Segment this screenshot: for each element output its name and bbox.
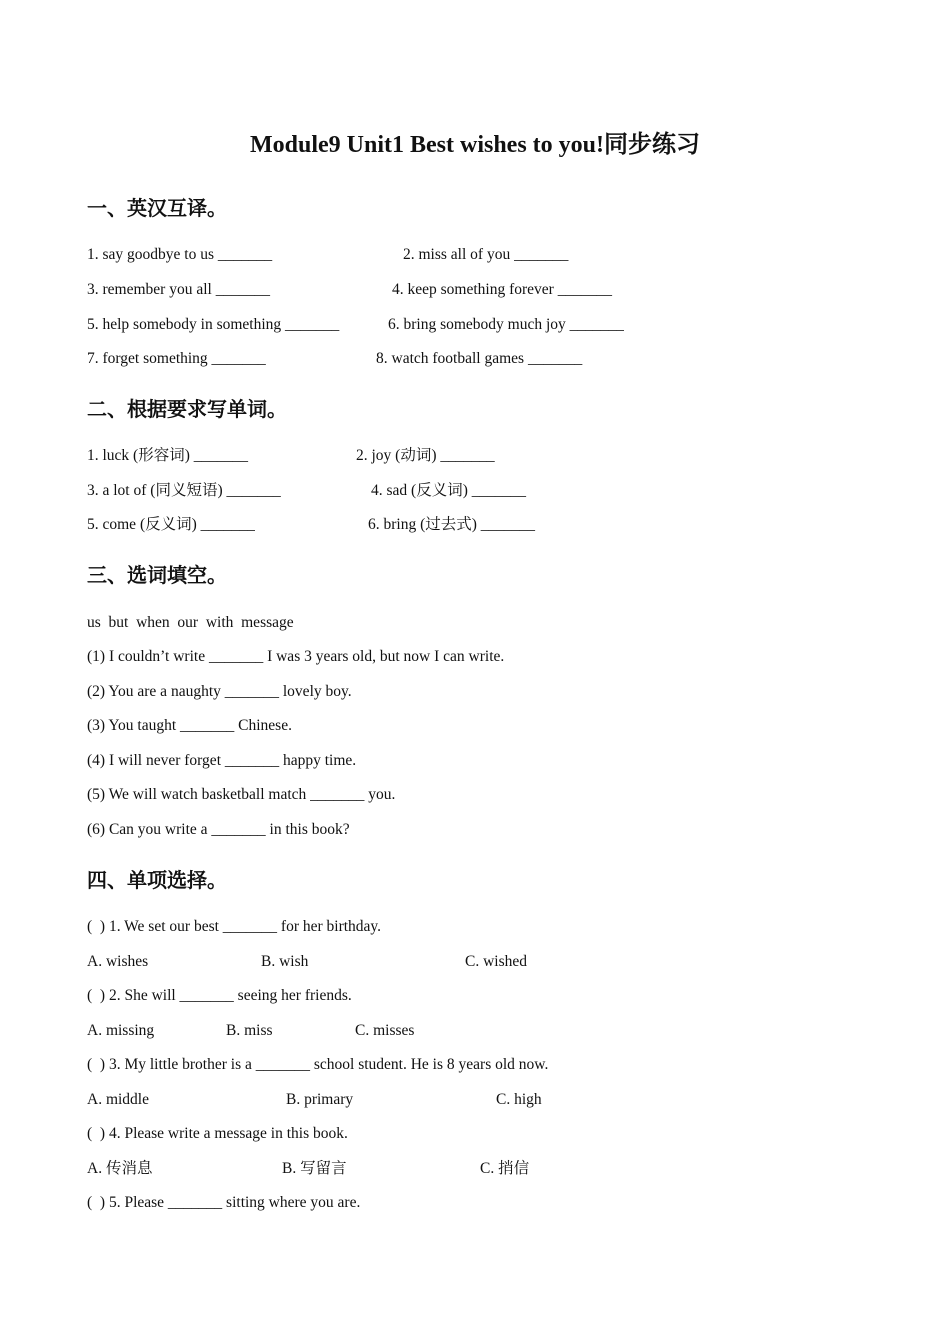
question-2-option-a: A. missing [87,1022,155,1039]
word-form-item-5: 5. come (反义词) _______ [87,516,255,533]
question-4-option-a: A. 传消息 [87,1160,153,1177]
translation-item-6: 6. bring somebody much joy _______ [388,316,624,333]
section-heading-fill-in: 三、选词填空。 [87,563,227,587]
question-2: ( ) 2. She will _______ seeing her friends. [87,987,352,1004]
word-form-item-3: 3. a lot of (同义短语) _______ [87,482,281,499]
fill-in-item-2: (2) You are a naughty _______ lovely boy. [87,683,352,700]
translation-item-3: 3. remember you all _______ [87,281,270,298]
question-2-option-b: B. miss [226,1022,273,1039]
word-form-item-1: 1. luck (形容词) _______ [87,447,249,464]
question-3-option-a: A. middle [87,1091,149,1108]
fill-in-item-3: (3) You taught _______ Chinese. [87,717,292,734]
section-heading-translation: 一、英汉互译。 [87,196,227,220]
page-title: Module9 Unit1 Best wishes to you!同步练习 [249,132,700,158]
fill-in-item-1: (1) I couldn’t write _______ I was 3 years old, but now I can write. [87,648,505,665]
translation-item-4: 4. keep something forever _______ [392,281,612,298]
question-1-option-c: C. wished [465,953,527,970]
question-1-option-b: B. wish [261,953,309,970]
question-3-option-b: B. primary [286,1091,354,1108]
question-3: ( ) 3. My little brother is a _______ school student. He is 8 years old now. [87,1056,549,1073]
word-form-item-4: 4. sad (反义词) _______ [371,482,526,499]
fill-in-item-5: (5) We will watch basketball match _______ you. [87,786,396,803]
question-4: ( ) 4. Please write a message in this book. [87,1125,348,1142]
section-heading-multiple-choice: 四、单项选择。 [87,868,227,892]
translation-item-1: 1. say goodbye to us _______ [87,246,273,263]
question-1-option-a: A. wishes [87,953,149,970]
fill-in-item-6: (6) Can you write a _______ in this book? [87,821,350,838]
question-1: ( ) 1. We set our best _______ for her birthday. [87,918,382,935]
question-5: ( ) 5. Please _______ sitting where you are. [87,1194,361,1211]
translation-item-2: 2. miss all of you _______ [403,246,569,263]
section-heading-word-forms: 二、根据要求写单词。 [87,397,287,421]
word-form-item-6: 6. bring (过去式) _______ [368,516,536,533]
question-4-option-b: B. 写留言 [282,1160,347,1177]
word-bank: us but when our with message [87,614,294,631]
translation-item-5: 5. help somebody in something _______ [87,316,340,333]
word-form-item-2: 2. joy (动词) _______ [356,447,495,464]
question-2-option-c: C. misses [355,1022,415,1039]
translation-item-7: 7. forget something _______ [87,350,266,367]
translation-item-8: 8. watch football games _______ [376,350,583,367]
question-3-option-c: C. high [496,1091,542,1108]
question-4-option-c: C. 捎信 [480,1160,530,1177]
fill-in-item-4: (4) I will never forget _______ happy time. [87,752,357,769]
